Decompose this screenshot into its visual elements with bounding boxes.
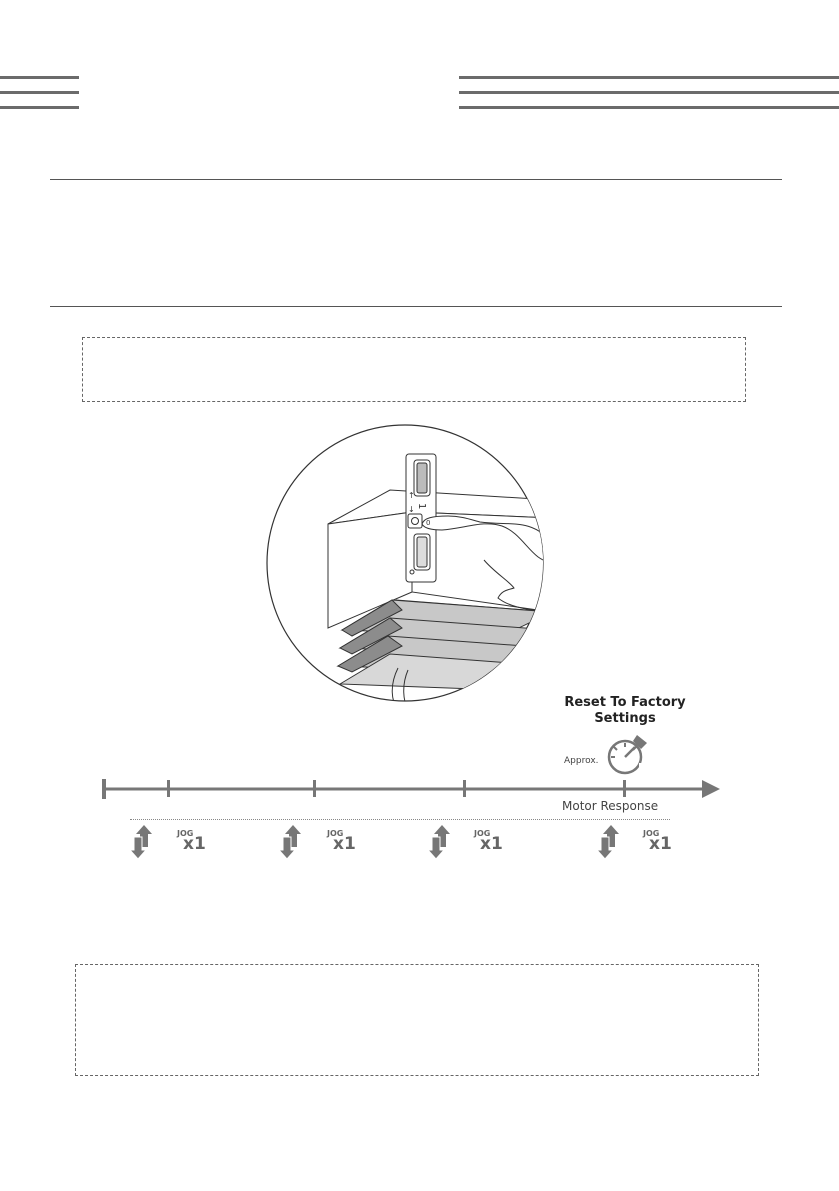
section-rule-top xyxy=(50,179,782,180)
jog-arrows-icon xyxy=(428,825,454,859)
tick-3 xyxy=(463,780,466,797)
jog-arrows-icon xyxy=(279,825,305,859)
jog-count: x1 xyxy=(333,834,356,854)
jog-count: x1 xyxy=(649,834,672,854)
approx-label: Approx. xyxy=(564,756,599,766)
button-mark-0: 0 xyxy=(426,519,431,527)
blind-illustration xyxy=(262,422,552,707)
button-mark-up: ↑ xyxy=(408,491,415,500)
note-box-bottom xyxy=(75,964,759,1076)
tick-2 xyxy=(313,780,316,797)
tick-1 xyxy=(167,780,170,797)
jog-arrows-icon xyxy=(597,825,623,859)
reset-heading: Reset To Factory Settings xyxy=(564,695,686,726)
dotted-separator xyxy=(130,819,670,820)
note-box-top xyxy=(82,337,746,402)
jog-label: JOG xyxy=(643,829,660,838)
jog-count: x1 xyxy=(183,834,206,854)
jog-label: JOG xyxy=(474,829,491,838)
button-mark-down: ↓ xyxy=(408,505,415,514)
jog-arrows-icon xyxy=(130,825,156,859)
tick-4 xyxy=(623,780,626,797)
jog-label: JOG xyxy=(327,829,344,838)
jog-count: x1 xyxy=(480,834,503,854)
button-mark-1: 1 xyxy=(416,503,427,510)
motor-response-label: Motor Response xyxy=(562,799,659,813)
jog-label: JOG xyxy=(177,829,194,838)
section-rule-bottom xyxy=(50,306,782,307)
timer-icon xyxy=(605,733,651,779)
